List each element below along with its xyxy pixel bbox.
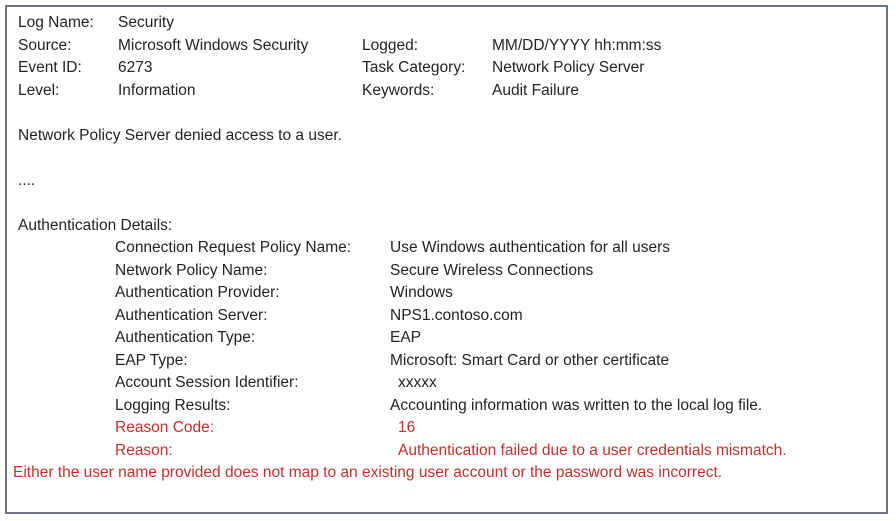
- detail-label: Reason:: [115, 441, 173, 459]
- detail-label: EAP Type:: [115, 351, 188, 369]
- detail-label: Account Session Identifier:: [115, 374, 299, 391]
- detail-row-authentication-provider: [18, 282, 876, 305]
- auth-details-heading: Authentication Details:: [18, 216, 173, 234]
- detail-label: Network Policy Name:: [115, 261, 268, 279]
- field-label: Source:: [18, 36, 72, 54]
- detail-row-eap-type: [18, 350, 876, 373]
- field-value: Microsoft Windows Security: [118, 36, 309, 54]
- detail-label: Logging Results:: [115, 396, 231, 414]
- detail-value: EAP: [390, 329, 422, 346]
- detail-row-network-policy-name: [18, 260, 876, 283]
- field-label: Logged:: [362, 36, 419, 54]
- detail-value: Microsoft: Smart Card or other certificate: [390, 351, 670, 369]
- detail-row-reason-code: [18, 417, 876, 440]
- field-label: Level:: [18, 81, 60, 99]
- spacer: [18, 102, 876, 125]
- detail-row-logging-results: [18, 395, 876, 418]
- field-value: Network Policy Server: [492, 59, 645, 76]
- detail-row-connection-request-policy: [18, 237, 876, 260]
- detail-label: Authentication Provider:: [115, 284, 280, 301]
- detail-value: Secure Wireless Connections: [390, 261, 594, 279]
- header-row-event-id: [18, 57, 876, 80]
- detail-value: NPS1.contoso.com: [390, 306, 523, 324]
- detail-label: Authentication Server:: [115, 306, 268, 324]
- auth-details-list: [18, 237, 876, 462]
- spacer: [18, 147, 876, 170]
- event-detail-panel: [5, 5, 888, 514]
- field-value: Security: [118, 14, 174, 31]
- detail-label: Reason Code:: [115, 419, 215, 436]
- detail-row-account-session-identifier: [18, 372, 876, 395]
- field-value: Information: [118, 81, 196, 99]
- detail-value: 16: [398, 419, 416, 436]
- detail-row-authentication-server: [18, 305, 876, 328]
- detail-value: xxxxx: [398, 374, 437, 391]
- failure-explanation-text: Either the user name provided does not map to an existing user account or the password was incorrect.: [13, 464, 723, 481]
- field-label: [362, 12, 492, 35]
- field-label: Task Category:: [362, 59, 466, 76]
- field-label: Event ID:: [18, 59, 82, 76]
- field-label: Keywords:: [362, 81, 435, 99]
- detail-value: Use Windows authentication for all users: [390, 239, 670, 256]
- field-value: MM/DD/YYYY hh:mm:ss: [492, 36, 662, 54]
- header-row-source: [18, 35, 876, 58]
- detail-value: Authentication failed due to a user credentials mismatch.: [398, 441, 787, 459]
- spacer: [18, 192, 876, 215]
- detail-row-authentication-type: [18, 327, 876, 350]
- field-value: [492, 12, 876, 35]
- detail-value: Accounting information was written to the local log file.: [390, 396, 763, 414]
- detail-label: Connection Request Policy Name:: [115, 239, 352, 256]
- field-label: Log Name:: [18, 14, 94, 31]
- event-header: [18, 12, 876, 102]
- detail-label: Authentication Type:: [115, 329, 256, 346]
- detail-value: Windows: [390, 284, 453, 301]
- field-value: Audit Failure: [492, 81, 580, 99]
- field-value: 6273: [118, 59, 153, 76]
- header-row-log-name: [18, 12, 876, 35]
- ellipsis-text: ....: [18, 171, 36, 189]
- detail-row-reason: [18, 440, 876, 463]
- event-description: Network Policy Server denied access to a user.: [18, 126, 342, 144]
- header-row-level: [18, 80, 876, 103]
